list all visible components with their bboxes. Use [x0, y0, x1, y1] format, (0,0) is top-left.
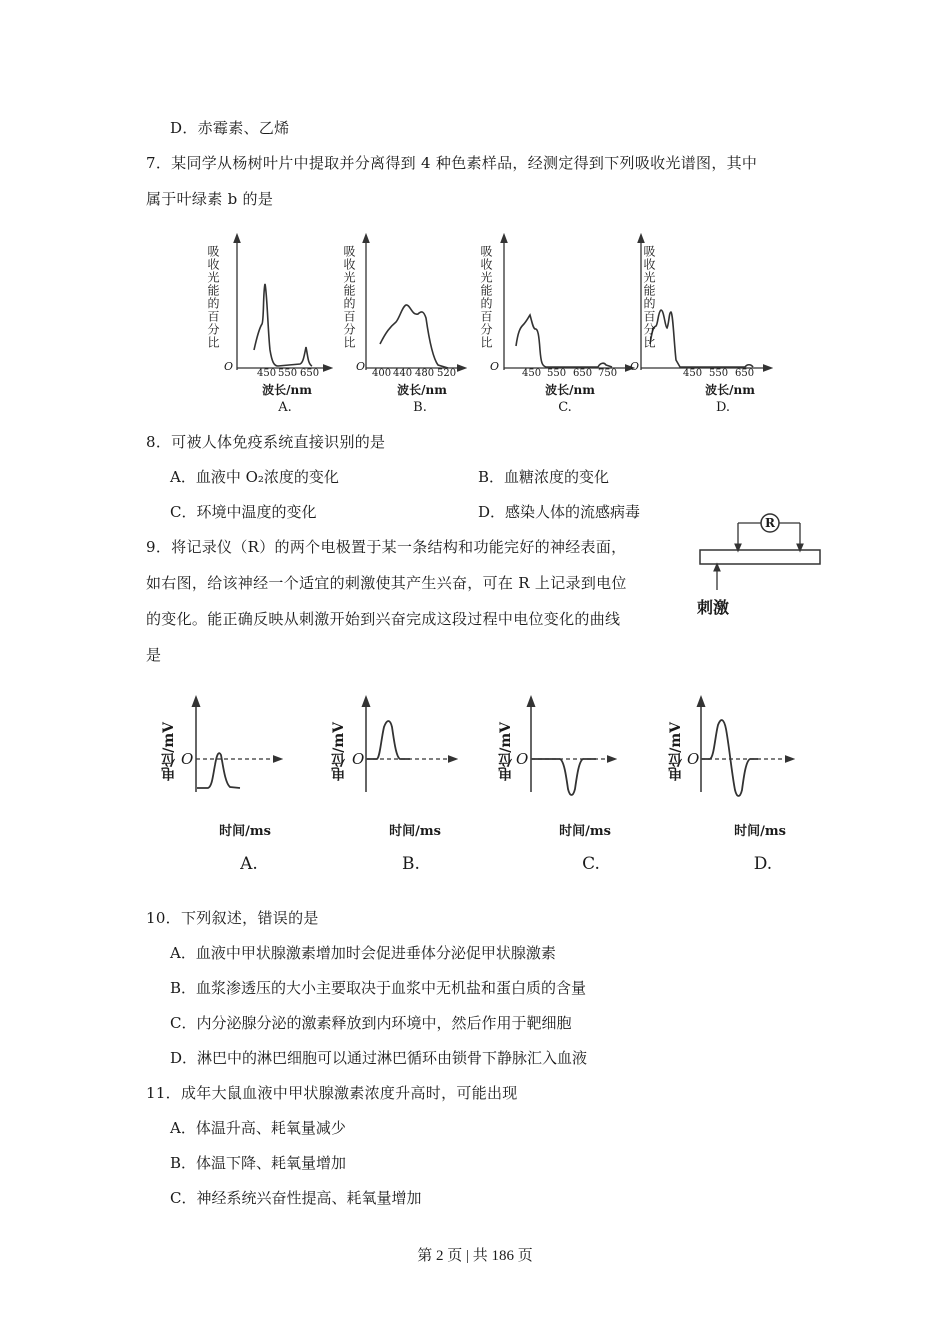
chart-c-tick: 750 — [598, 368, 618, 379]
chart-b-origin: O — [356, 360, 366, 373]
chart-d-tick: 550 — [709, 368, 729, 379]
chart-a-origin: O — [224, 360, 234, 373]
potential-chart-d — [701, 701, 790, 796]
chart-c-origin: O — [490, 360, 500, 373]
q9-potential-figures — [140, 695, 820, 805]
chart-a-tick: 650 — [300, 368, 320, 379]
potential-b-caption: B. — [402, 854, 420, 874]
chart-b-ylabel: 吸收光能的百分比 — [342, 245, 356, 349]
chart-c-xlabel: 波长/nm — [545, 383, 595, 397]
potential-a-origin: O — [181, 750, 194, 768]
potential-c-ylabel: 电位/mV — [498, 722, 514, 781]
chart-c-caption: C. — [558, 400, 572, 415]
chart-a-xlabel: 波长/nm — [262, 383, 312, 397]
chart-a-ylabel: 吸收光能的百分比 — [206, 245, 220, 349]
stimulus-label: 刺激 — [697, 598, 730, 617]
potential-c-caption: C. — [582, 854, 600, 874]
recorder-r-label: R — [765, 516, 775, 530]
potential-d-xlabel: 时间/ms — [734, 824, 786, 839]
q8-stem: 8．可被人体免疫系统直接识别的是 — [146, 433, 386, 451]
q10-option-a: A．血液中甲状腺激素增加时会促进垂体分泌促甲状腺激素 — [170, 944, 556, 962]
potential-d-caption: D. — [753, 854, 773, 874]
chart-a — [237, 238, 328, 370]
chart-d-origin: O — [630, 360, 640, 373]
chart-b — [366, 238, 462, 370]
chart-d-tick: 450 — [683, 368, 703, 379]
chart-c — [504, 238, 630, 370]
potential-chart-b — [366, 701, 453, 792]
chart-b-tick: 400 — [372, 368, 392, 379]
q9-stem-line2: 如右图，给该神经一个适宜的刺激使其产生兴奋，可在 R 上记录到电位 — [146, 574, 627, 592]
potential-chart-a — [196, 701, 278, 792]
potential-b-origin: O — [352, 750, 365, 768]
potential-a-ylabel: 电位/mV — [161, 722, 177, 781]
chart-b-xlabel: 波长/nm — [397, 383, 447, 397]
potential-curves-svg — [140, 695, 820, 805]
chart-d-ylabel: 吸收光能的百分比 — [642, 245, 656, 349]
chart-a-caption: A. — [278, 400, 292, 415]
q9-stem-line1: 9．将记录仪（R）的两个电极置于某一条结构和功能完好的神经表面， — [146, 538, 627, 556]
potential-chart-c — [531, 701, 612, 795]
q11-stem: 11．成年大鼠血液中甲状腺激素浓度升高时，可能出现 — [146, 1084, 518, 1102]
chart-a-tick: 450 — [257, 368, 277, 379]
q10-option-d: D．淋巴中的淋巴细胞可以通过淋巴循环由锁骨下静脉汇入血液 — [170, 1049, 588, 1067]
potential-a-xlabel: 时间/ms — [219, 824, 271, 839]
q10-stem: 10．下列叙述，错误的是 — [146, 909, 319, 927]
chart-c-ylabel: 吸收光能的百分比 — [479, 245, 493, 349]
q9-stem-line3: 的变化。能正确反映从刺激开始到兴奋完成这段过程中电位变化的曲线 — [146, 610, 621, 628]
prev-question-option-d: D．赤霉素、乙烯 — [170, 119, 290, 137]
potential-b-xlabel: 时间/ms — [389, 824, 441, 839]
q8-option-b: B．血糖浓度的变化 — [478, 468, 610, 486]
q8-option-c: C．环境中温度的变化 — [170, 503, 317, 521]
q11-option-b: B．体温下降、耗氧量增加 — [170, 1154, 347, 1172]
q8-option-d: D．感染人体的流感病毒 — [478, 503, 641, 521]
q7-stem-line2: 属于叶绿素 b 的是 — [146, 190, 274, 208]
q8-option-a: A．血液中 O₂浓度的变化 — [170, 468, 339, 486]
chart-d-xlabel: 波长/nm — [705, 383, 755, 397]
chart-b-tick: 480 — [415, 368, 435, 379]
chart-c-tick: 550 — [547, 368, 567, 379]
chart-b-caption: B. — [413, 400, 427, 415]
chart-b-tick: 440 — [393, 368, 413, 379]
chart-d-tick: 650 — [735, 368, 755, 379]
q11-option-a: A．体温升高、耗氧量减少 — [170, 1119, 346, 1137]
potential-d-ylabel: 电位/mV — [668, 722, 684, 781]
q10-option-b: B．血浆渗透压的大小主要取决于血浆中无机盐和蛋白质的含量 — [170, 979, 587, 997]
q10-option-c: C．内分泌腺分泌的激素释放到内环境中，然后作用于靶细胞 — [170, 1014, 572, 1032]
q11-option-c: C．神经系统兴奋性提高、耗氧量增加 — [170, 1189, 422, 1207]
potential-a-caption: A. — [240, 854, 258, 874]
potential-c-origin: O — [516, 750, 529, 768]
chart-d-caption: D. — [715, 400, 731, 415]
chart-a-tick: 550 — [278, 368, 298, 379]
potential-b-ylabel: 电位/mV — [331, 722, 347, 781]
q7-stem-line1: 7．某同学从杨树叶片中提取并分离得到 4 种色素样品，经测定得到下列吸收光谱图，其中 — [146, 154, 758, 172]
chart-c-tick: 450 — [522, 368, 542, 379]
chart-b-tick: 520 — [437, 368, 457, 379]
q9-stem-line4: 是 — [146, 646, 162, 664]
page-footer: 第 2 页 | 共 186 页 — [417, 1248, 533, 1264]
potential-c-xlabel: 时间/ms — [559, 824, 611, 839]
chart-d — [641, 238, 768, 370]
chart-c-tick: 650 — [573, 368, 593, 379]
potential-d-origin: O — [687, 750, 700, 768]
